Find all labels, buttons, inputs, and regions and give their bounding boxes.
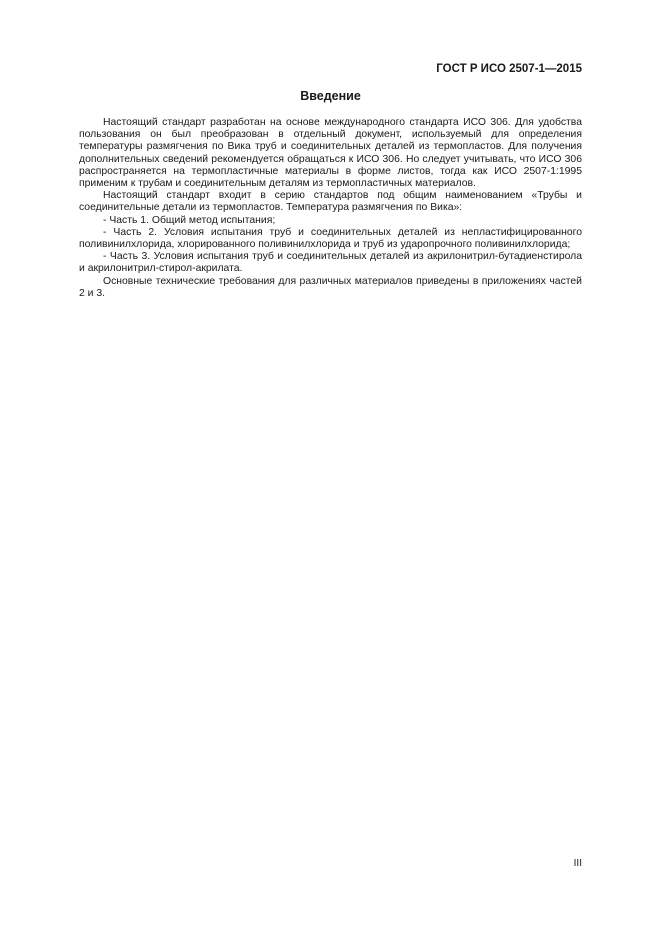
paragraph-requirements: Основные технические требования для различных материалов приведены в приложениях частей 2 и 3. [79,275,582,299]
paragraph-series: Настоящий стандарт входит в серию стандартов под общим наименованием «Трубы и соединительные детали из термопластов. Температура размягчения по Вика»: [79,190,582,214]
list-item-part-2: - Часть 2. Условия испытания труб и соединительных деталей из непластифицированного поливинилхлорида, хлорированного поливинилхлорида и труб из ударопрочного поливинилхлорида; [79,226,582,251]
section-title: Введение [300,89,361,103]
standard-code-header: ГОСТ Р ИСО 2507-1—2015 [436,63,582,75]
document-body [79,117,582,300]
list-item-part-1: - Часть 1. Общий метод испытания; [103,214,276,226]
page-number: III [573,858,582,869]
paragraph-intro: Настоящий стандарт разработан на основе международного стандарта ИСО 306. Для удобства пользования он был преобразован в отдельный документ, используемый для определения температуры размягчения по Вика труб и соединительных деталей из термопластов. Для получения дополнительных сведений рекомендуется обращаться к ИСО 306. Но следует учитывать, что ИСО 306 распространяется на термопластичные материалы в форме листов, тогда как ИСО 2507-1:1995 применим к трубам и соединительным деталям из термопластичных материалов. [79,117,582,190]
list-item-part-3: - Часть 3. Условия испытания труб и соединительных деталей из акрилонитрил-бутадиенстирола и акрилонитрил-стирол-акрилата. [79,251,582,275]
